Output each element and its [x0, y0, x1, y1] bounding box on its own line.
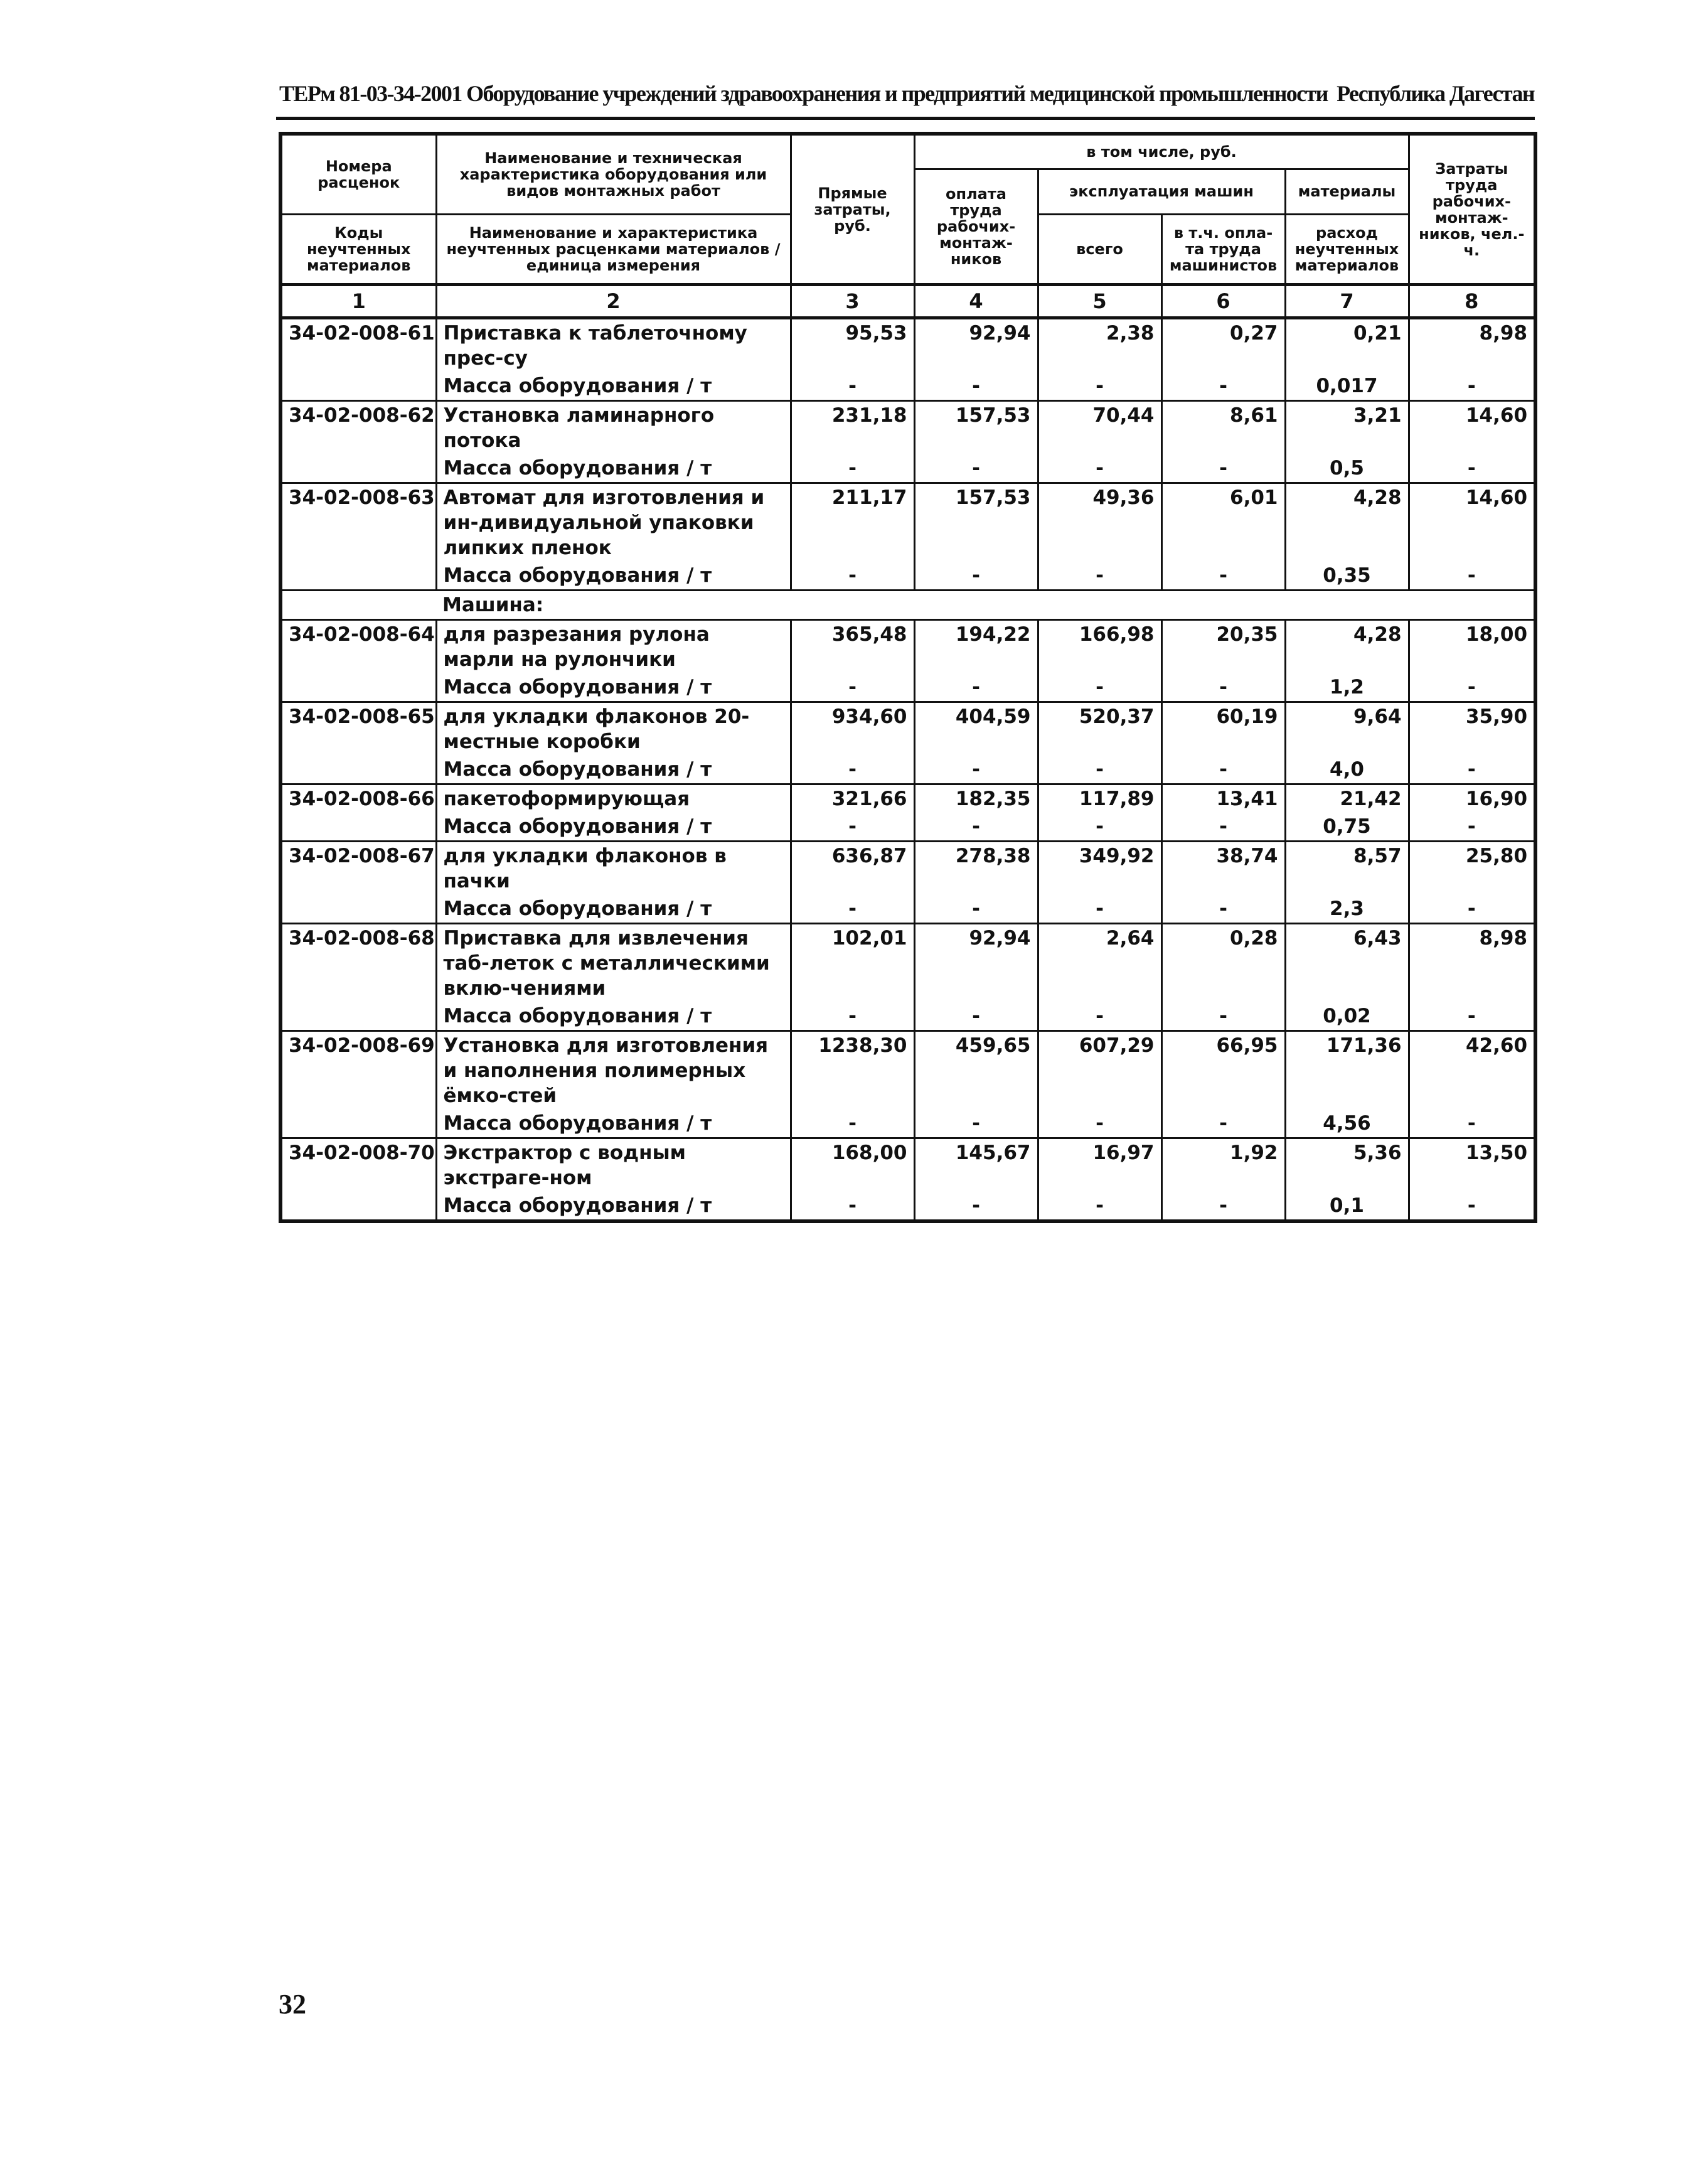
- section-empty-cell: [914, 591, 1038, 620]
- rate-value: 8,61: [1161, 401, 1285, 455]
- mass-row: [280, 673, 1535, 702]
- section-empty-cell: [1285, 591, 1409, 620]
- rate-value: 95,53: [791, 318, 914, 373]
- mass-dash: -: [791, 895, 914, 924]
- mass-dash: -: [914, 813, 1038, 842]
- mass-dash: -: [1409, 372, 1535, 401]
- mass-dash: -: [914, 756, 1038, 784]
- header-direct-costs: Прямые затраты, руб.: [791, 134, 914, 285]
- header-materials: материалы: [1285, 169, 1409, 215]
- mass-label: Масса оборудования / т: [436, 1110, 791, 1138]
- mass-label: Масса оборудования / т: [436, 1192, 791, 1221]
- table-row: [280, 401, 1535, 455]
- mass-dash: -: [1409, 1192, 1535, 1221]
- rate-code: 34-02-008-62: [280, 401, 436, 483]
- rate-value: 349,92: [1038, 842, 1161, 896]
- mass-dash: -: [791, 1002, 914, 1031]
- mass-row: [280, 454, 1535, 483]
- rate-value: 0,27: [1161, 318, 1285, 373]
- rate-value: 520,37: [1038, 702, 1161, 756]
- mass-dash: -: [1161, 895, 1285, 924]
- rate-name: для укладки флаконов в пачки: [436, 842, 791, 896]
- rate-value: 18,00: [1409, 620, 1535, 674]
- mass-dash: -: [1409, 895, 1535, 924]
- rate-code: 34-02-008-64: [280, 620, 436, 702]
- rate-value: 14,60: [1409, 483, 1535, 562]
- mass-dash: -: [1409, 562, 1535, 591]
- mass-dash: -: [791, 454, 914, 483]
- mass-dash: -: [1161, 1110, 1285, 1138]
- rate-value: 5,36: [1285, 1138, 1409, 1192]
- header-rate-numbers: Номера расценок: [280, 134, 436, 215]
- header-material-codes: Коды неучтенных материалов: [280, 215, 436, 285]
- column-number: 6: [1161, 285, 1285, 318]
- rate-value: 13,41: [1161, 784, 1285, 813]
- mass-dash: -: [1161, 813, 1285, 842]
- column-number: 3: [791, 285, 914, 318]
- rate-value: 4,28: [1285, 483, 1409, 562]
- rate-name: Экстрактор с водным экстраге-ном: [436, 1138, 791, 1192]
- rate-name: для разрезания рулона марли на рулончики: [436, 620, 791, 674]
- rate-name: Установка для изготовления и наполнения полимерных ёмко-стей: [436, 1031, 791, 1110]
- mass-value: 1,2: [1285, 673, 1409, 702]
- header-work-name: Наименование и техническая характеристика оборудования или видов монтажных работ: [436, 134, 791, 215]
- mass-dash: -: [1161, 1002, 1285, 1031]
- mass-dash: -: [1409, 673, 1535, 702]
- rate-name: Установка ламинарного потока: [436, 401, 791, 455]
- mass-dash: -: [1038, 562, 1161, 591]
- section-row: [280, 591, 1535, 620]
- header-labor-pay: оплата труда рабочих-монтаж-ников: [914, 169, 1038, 285]
- mass-dash: -: [914, 1002, 1038, 1031]
- mass-label: Масса оборудования / т: [436, 895, 791, 924]
- mass-value: 2,3: [1285, 895, 1409, 924]
- section-empty-cell: [791, 591, 914, 620]
- mass-dash: -: [791, 813, 914, 842]
- mass-dash: -: [1161, 454, 1285, 483]
- rate-value: 14,60: [1409, 401, 1535, 455]
- rate-code: 34-02-008-65: [280, 702, 436, 784]
- rate-name: Приставка к таблеточному прес-су: [436, 318, 791, 373]
- document-title: ТЕРм 81-03-34-2001 Оборудование учреждений здравоохранения и предприятий медицинской промышленности: [279, 81, 1328, 106]
- mass-label: Масса оборудования / т: [436, 1002, 791, 1031]
- mass-dash: -: [791, 673, 914, 702]
- mass-row: [280, 562, 1535, 591]
- header-material-consumption: расход неучтенных материалов: [1285, 215, 1409, 285]
- rate-value: 321,66: [791, 784, 914, 813]
- rate-value: 3,21: [1285, 401, 1409, 455]
- rate-value: 404,59: [914, 702, 1038, 756]
- table-row: [280, 924, 1535, 1003]
- rate-value: 8,57: [1285, 842, 1409, 896]
- rate-value: 35,90: [1409, 702, 1535, 756]
- section-empty-cell: [1161, 591, 1285, 620]
- header-machinist-pay: в т.ч. опла-та труда машинистов: [1161, 215, 1285, 285]
- rate-value: 934,60: [791, 702, 914, 756]
- rate-value: 38,74: [1161, 842, 1285, 896]
- rate-code: 34-02-008-68: [280, 924, 436, 1031]
- mass-dash: -: [791, 1192, 914, 1221]
- rate-value: 1238,30: [791, 1031, 914, 1110]
- mass-label: Масса оборудования / т: [436, 813, 791, 842]
- rate-code: 34-02-008-67: [280, 842, 436, 924]
- mass-dash: -: [1409, 756, 1535, 784]
- mass-dash: -: [1038, 372, 1161, 401]
- rate-value: 607,29: [1038, 1031, 1161, 1110]
- rate-value: 157,53: [914, 401, 1038, 455]
- rate-value: 8,98: [1409, 318, 1535, 373]
- rate-name: пакетоформирующая: [436, 784, 791, 813]
- mass-dash: -: [791, 1110, 914, 1138]
- section-label: Машина:: [436, 591, 791, 620]
- rate-value: 70,44: [1038, 401, 1161, 455]
- mass-dash: -: [1409, 454, 1535, 483]
- region-name: Республика Дагестан: [1337, 81, 1534, 106]
- rate-value: 92,94: [914, 924, 1038, 1003]
- table-row: [280, 483, 1535, 562]
- rate-value: 182,35: [914, 784, 1038, 813]
- mass-row: [280, 895, 1535, 924]
- mass-label: Масса оборудования / т: [436, 562, 791, 591]
- column-number: 2: [436, 285, 791, 318]
- column-number: 7: [1285, 285, 1409, 318]
- rate-value: 231,18: [791, 401, 914, 455]
- rate-value: 157,53: [914, 483, 1038, 562]
- rate-code: 34-02-008-69: [280, 1031, 436, 1138]
- rate-value: 459,65: [914, 1031, 1038, 1110]
- mass-dash: -: [1038, 673, 1161, 702]
- rate-value: 49,36: [1038, 483, 1161, 562]
- rate-value: 16,90: [1409, 784, 1535, 813]
- rate-name: для укладки флаконов 20-местные коробки: [436, 702, 791, 756]
- page-number: 32: [279, 1989, 306, 2020]
- mass-dash: -: [914, 372, 1038, 401]
- rate-value: 92,94: [914, 318, 1038, 373]
- rate-code: 34-02-008-70: [280, 1138, 436, 1222]
- page-header: [279, 80, 1534, 117]
- mass-dash: -: [914, 673, 1038, 702]
- rate-value: 636,87: [791, 842, 914, 896]
- rate-value: 21,42: [1285, 784, 1409, 813]
- rate-value: 2,38: [1038, 318, 1161, 373]
- rate-value: 145,67: [914, 1138, 1038, 1192]
- mass-dash: -: [1038, 454, 1161, 483]
- rate-value: 13,50: [1409, 1138, 1535, 1192]
- section-empty-cell: [1038, 591, 1161, 620]
- mass-row: [280, 1192, 1535, 1221]
- mass-dash: -: [1038, 756, 1161, 784]
- rate-value: 102,01: [791, 924, 914, 1003]
- section-empty-cell: [1409, 591, 1535, 620]
- rate-value: 117,89: [1038, 784, 1161, 813]
- rate-value: 16,97: [1038, 1138, 1161, 1192]
- mass-dash: -: [791, 372, 914, 401]
- column-number: 5: [1038, 285, 1161, 318]
- mass-dash: -: [914, 895, 1038, 924]
- rate-value: 194,22: [914, 620, 1038, 674]
- mass-dash: -: [1038, 813, 1161, 842]
- table-row: [280, 784, 1535, 813]
- rate-code: 34-02-008-66: [280, 784, 436, 842]
- mass-dash: -: [1409, 1110, 1535, 1138]
- rate-value: 0,21: [1285, 318, 1409, 373]
- mass-dash: -: [1038, 1192, 1161, 1221]
- mass-label: Масса оборудования / т: [436, 756, 791, 784]
- rate-value: 211,17: [791, 483, 914, 562]
- rate-value: 166,98: [1038, 620, 1161, 674]
- rate-value: 60,19: [1161, 702, 1285, 756]
- rate-value: 365,48: [791, 620, 914, 674]
- rate-value: 20,35: [1161, 620, 1285, 674]
- rate-value: 278,38: [914, 842, 1038, 896]
- rate-value: 4,28: [1285, 620, 1409, 674]
- rates-table-wrapper: [279, 132, 1534, 1223]
- rate-code: 34-02-008-63: [280, 483, 436, 591]
- rate-value: 6,01: [1161, 483, 1285, 562]
- mass-value: 0,017: [1285, 372, 1409, 401]
- table-row: [280, 1138, 1535, 1192]
- mass-dash: -: [1161, 673, 1285, 702]
- mass-dash: -: [914, 1110, 1038, 1138]
- header-labor-hours: Затраты труда рабочих-монтаж-ников, чел.-ч.: [1409, 134, 1535, 285]
- mass-row: [280, 1110, 1535, 1138]
- mass-row: [280, 1002, 1535, 1031]
- header-material-name: Наименование и характеристика неучтенных расценками материалов / единица измерения: [436, 215, 791, 285]
- mass-value: 0,5: [1285, 454, 1409, 483]
- mass-dash: -: [1161, 562, 1285, 591]
- mass-dash: -: [914, 562, 1038, 591]
- mass-row: [280, 756, 1535, 784]
- column-number: 4: [914, 285, 1038, 318]
- mass-value: 4,0: [1285, 756, 1409, 784]
- mass-label: Масса оборудования / т: [436, 454, 791, 483]
- mass-label: Масса оборудования / т: [436, 372, 791, 401]
- mass-row: [280, 372, 1535, 401]
- mass-dash: -: [1038, 1002, 1161, 1031]
- mass-value: 0,75: [1285, 813, 1409, 842]
- mass-label: Масса оборудования / т: [436, 673, 791, 702]
- header-rule: [276, 117, 1535, 120]
- table-row: [280, 842, 1535, 896]
- table-row: [280, 620, 1535, 674]
- mass-dash: -: [914, 1192, 1038, 1221]
- mass-dash: -: [1038, 1110, 1161, 1138]
- mass-value: 0,35: [1285, 562, 1409, 591]
- rate-name: Приставка для извлечения таб-леток с металлическими вклю-чениями: [436, 924, 791, 1003]
- column-number: 8: [1409, 285, 1535, 318]
- mass-row: [280, 813, 1535, 842]
- rates-table: [279, 132, 1537, 1223]
- table-row: [280, 318, 1535, 373]
- rate-code: 34-02-008-61: [280, 318, 436, 401]
- section-code-cell: [280, 591, 436, 620]
- rate-value: 66,95: [1161, 1031, 1285, 1110]
- column-number: 1: [280, 285, 436, 318]
- rates-table-body: [280, 318, 1535, 1222]
- mass-dash: -: [1161, 372, 1285, 401]
- mass-value: 4,56: [1285, 1110, 1409, 1138]
- header-machine-total: всего: [1038, 215, 1161, 285]
- rate-value: 42,60: [1409, 1031, 1535, 1110]
- table-row: [280, 1031, 1535, 1110]
- mass-dash: -: [791, 562, 914, 591]
- rate-value: 8,98: [1409, 924, 1535, 1003]
- header-including: в том числе, руб.: [914, 134, 1409, 169]
- rate-value: 171,36: [1285, 1031, 1409, 1110]
- rate-value: 0,28: [1161, 924, 1285, 1003]
- mass-dash: -: [1038, 895, 1161, 924]
- header-machine-operation: эксплуатация машин: [1038, 169, 1285, 215]
- rate-value: 6,43: [1285, 924, 1409, 1003]
- mass-dash: -: [914, 454, 1038, 483]
- rate-value: 9,64: [1285, 702, 1409, 756]
- mass-dash: -: [1409, 813, 1535, 842]
- rate-name: Автомат для изготовления и ин-дивидуальной упаковки липких пленок: [436, 483, 791, 562]
- rate-value: 2,64: [1038, 924, 1161, 1003]
- mass-dash: -: [1409, 1002, 1535, 1031]
- mass-dash: -: [791, 756, 914, 784]
- mass-dash: -: [1161, 1192, 1285, 1221]
- mass-value: 0,02: [1285, 1002, 1409, 1031]
- table-row: [280, 702, 1535, 756]
- rate-value: 25,80: [1409, 842, 1535, 896]
- mass-value: 0,1: [1285, 1192, 1409, 1221]
- column-numbers-row: [280, 285, 1535, 318]
- mass-dash: -: [1161, 756, 1285, 784]
- rate-value: 1,92: [1161, 1138, 1285, 1192]
- rate-value: 168,00: [791, 1138, 914, 1192]
